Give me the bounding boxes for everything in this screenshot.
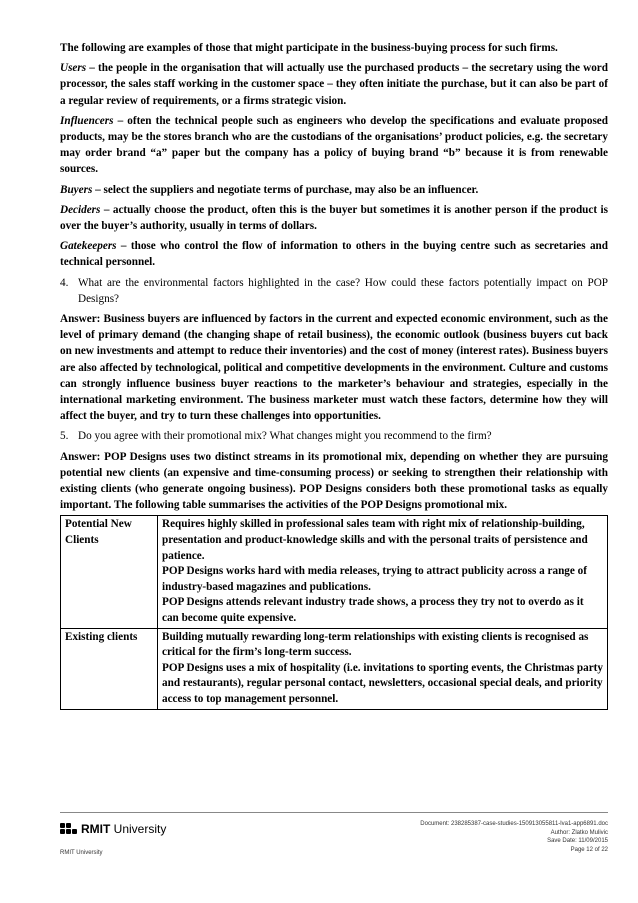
footer-divider <box>60 812 608 813</box>
meta-page-number: Page 12 of 22 <box>570 846 608 853</box>
question-text: Do you agree with their promotional mix? What changes might you recommend to the firm? <box>78 430 492 443</box>
logo-bold-text: RMIT <box>81 822 111 836</box>
cell-item: POP Designs attends relevant industry trade shows, a process they try not to overdo as it can become quite expensive. <box>162 596 584 625</box>
answer-4: Answer: Business buyers are influenced by factors in the current and expected economic environment, such as the level of primary demand (the changing shape of retail business), the economic outlook (business buyers cut back on new investments and attempt to reduce their inventories) and the cost of money (interest rates). Business buyers are also affected by technological, political and competitive developments in the environment. Culture and customs can strongly influence business buyer reactions to the marketer’s behaviour and strategies, especially in the international marketing environment. The business marketer must watch these factors, determine how they will affect the buyer, and try to turn these challenges into opportunities. <box>60 313 608 423</box>
role-description: – those who control the flow of information to others in the buying centre such as secretaries and technical personnel. <box>60 240 608 269</box>
question-number: 5. <box>60 430 69 443</box>
promotional-mix-table <box>60 515 608 709</box>
cell-item: Building mutually rewarding long-term relationships with existing clients is recognised as critical for the firm’s long-term success. <box>162 630 589 659</box>
role-term: Gatekeepers <box>60 240 117 253</box>
role-term: Users <box>60 62 87 75</box>
role-term: Buyers <box>60 183 93 196</box>
role-paragraph <box>60 238 608 270</box>
answer-5: Answer: POP Designs uses two distinct streams in its promotional mix, depending on whether they are pursuing potential new clients (an expensive and time-consuming process) or seeking to strengthen their relationship with existing clients (who generate ongoing business). POP Designs considers both these promotional tasks as equally important. The following table summarises the activities of the POP Designs promotional mix. <box>60 450 608 512</box>
row-content-cell <box>158 516 608 628</box>
table-row <box>61 628 608 709</box>
meta-author: Author: Zlatko Mulivic <box>550 829 608 836</box>
row-label-cell: Existing clients <box>61 628 158 709</box>
row-label-cell: Potential New Clients <box>61 516 158 628</box>
rmit-logo <box>60 822 166 836</box>
cell-item: POP Designs works hard with media releases, trying to attract publicity across a range of industry-based magazines and publications. <box>162 565 587 593</box>
role-term: Influencers <box>60 114 114 127</box>
document-meta <box>420 820 608 854</box>
intro-paragraph: The following are examples of those that might participate in the business-buying process for such firms. <box>60 42 558 54</box>
footer-institution: RMIT University <box>60 850 103 856</box>
roles-list <box>60 60 608 270</box>
role-description: – select the suppliers and negotiate terms of purchase, may also be an influencer. <box>92 183 479 196</box>
cell-item: POP Designs uses a mix of hospitality (i.e. invitations to sporting events, the Christmas party and restaurants), regular personal contact, newsletters, occasional special deals, and priority access to top management personnel. <box>162 661 603 706</box>
question-number: 4. <box>60 276 69 289</box>
role-term: Deciders <box>60 203 101 216</box>
meta-document: Document: 238285387-case-studies-150913055811-lva1-app6891.doc <box>420 821 608 827</box>
question-5 <box>60 428 608 444</box>
role-description: – often the technical people such as engineers who develop the specifications and evaluate proposed products, may be the stores branch who are the custodians of the organisations’ product policies, e.g. the secretary may order brand “a” paper but the company has a policy of buying brand “b” because it is from renewable sources. <box>60 114 608 176</box>
role-paragraph <box>60 113 608 178</box>
table-row <box>61 516 608 628</box>
document-page <box>60 40 608 710</box>
row-content-cell <box>158 628 608 709</box>
page-footer <box>60 812 608 862</box>
question-text: What are the environmental factors highlighted in the case? How could these factors potentially impact on POP Designs? <box>78 276 608 305</box>
role-paragraph <box>60 182 608 198</box>
rmit-logo-mark-icon <box>60 823 78 835</box>
role-paragraph <box>60 60 608 109</box>
role-description: – actually choose the product, often this is the buyer but sometimes it is another person if the product is over the buyer’s authority, usually in terms of dollars. <box>60 203 608 233</box>
role-description: – the people in the organisation that will actually use the purchased products – the secretary using the word processor, the sales staff working in the customer space – they often initiate the purchase, but it can also be part of a regular review of requirements, or a firms strategic vision. <box>60 62 608 107</box>
meta-save-date: Save Date: 11/09/2015 <box>547 838 608 844</box>
cell-item: Requires highly skilled in professional sales team with right mix of relationship-building, presentation and product-knowledge skills and with the personal traits of persistence and patience. <box>162 518 588 562</box>
role-paragraph <box>60 202 608 234</box>
logo-rest-text: University <box>110 822 167 836</box>
question-4 <box>60 275 608 307</box>
